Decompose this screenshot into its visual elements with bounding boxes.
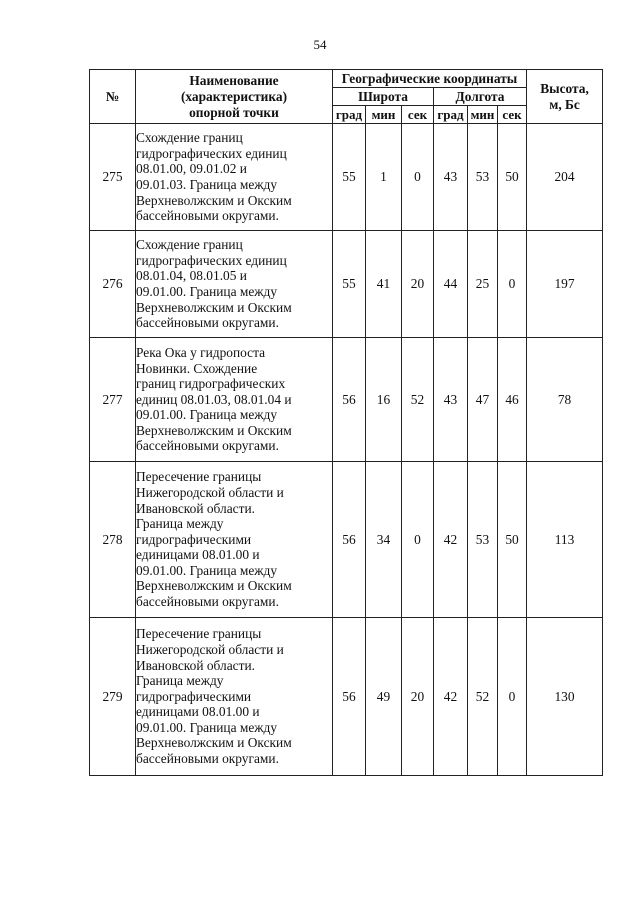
header-height-line: м, Бс [549, 96, 580, 112]
header-lat-deg: град [333, 106, 366, 124]
description-line: Верхневолжским и Окским [136, 422, 292, 438]
description-line: Пересечение границы [136, 626, 262, 642]
description-line: гидрографическими [136, 531, 252, 547]
description-line: Ивановской области. [136, 500, 255, 516]
header-name [136, 70, 333, 124]
row-number: 278 [90, 462, 136, 618]
lon-sec-cell: 46 [498, 338, 527, 462]
lat-sec-cell: 20 [402, 231, 434, 338]
description-line: 08.01.04, 08.01.05 и [136, 268, 247, 284]
description-line: Нижегородской области и [136, 484, 284, 500]
lat-min-cell: 49 [366, 618, 402, 776]
lon-deg-cell: 42 [434, 618, 468, 776]
description-line: 09.01.00. Граница между [136, 719, 278, 735]
header-height-line: Высота, [540, 80, 589, 96]
header-lon-min: мин [468, 106, 498, 124]
header-name-line: Наименование [189, 72, 279, 88]
lat-sec-cell: 0 [402, 124, 434, 231]
lon-deg-cell: 43 [434, 124, 468, 231]
description-line: бассейновыми округами. [136, 438, 279, 454]
description-line: бассейновыми округами. [136, 315, 279, 331]
description-line: бассейновыми округами. [136, 751, 279, 767]
description-line: Схождение границ [136, 237, 243, 253]
lat-deg-cell: 55 [333, 231, 366, 338]
description-line: гидрографическими [136, 688, 252, 704]
description-line: Верхневолжским и Окским [136, 299, 292, 315]
lat-min-cell: 1 [366, 124, 402, 231]
header-lat-sec: сек [402, 106, 434, 124]
row-description [136, 462, 333, 618]
lon-min-cell: 53 [468, 462, 498, 618]
lat-min-cell: 34 [366, 462, 402, 618]
description-line: гидрографических единиц [136, 252, 287, 268]
table-row [90, 618, 603, 776]
row-number: 277 [90, 338, 136, 462]
row-description [136, 124, 333, 231]
row-description [136, 231, 333, 338]
description-line: 09.01.03. Граница между [136, 177, 278, 192]
lon-min-cell: 25 [468, 231, 498, 338]
lon-sec-cell: 50 [498, 124, 527, 231]
lat-sec-cell: 52 [402, 338, 434, 462]
height-cell: 113 [527, 462, 603, 618]
description-line: единиц 08.01.03, 08.01.04 и [136, 391, 292, 407]
description-line: бассейновыми округами. [136, 594, 279, 610]
lat-deg-cell: 56 [333, 338, 366, 462]
page-number: 54 [313, 37, 327, 52]
description-line: единицами 08.01.00 и [136, 704, 260, 720]
description-line: 09.01.00. Граница между [136, 562, 278, 578]
height-cell: 130 [527, 618, 603, 776]
description-line: Река Ока у гидропоста [136, 344, 266, 360]
height-cell: 197 [527, 231, 603, 338]
header-longitude: Долгота [434, 88, 527, 106]
description-line: гидрографических единиц [136, 145, 287, 161]
lat-sec-cell: 0 [402, 462, 434, 618]
description-line: 09.01.00. Граница между [136, 284, 278, 299]
table-header [90, 70, 603, 124]
header-lon-sec: сек [498, 106, 527, 124]
coordinates-table [89, 69, 603, 776]
row-description [136, 338, 333, 462]
lon-sec-cell: 0 [498, 618, 527, 776]
lon-min-cell: 53 [468, 124, 498, 231]
header-lat-min: мин [366, 106, 402, 124]
header-height [527, 70, 603, 124]
header-geo-coordinates: Географические координаты [333, 70, 527, 88]
header-latitude: Широта [333, 88, 434, 106]
description-line: Новинки. Схождение [136, 360, 258, 376]
header-name-line: (характеристика) [180, 88, 288, 104]
lat-min-cell: 41 [366, 231, 402, 338]
lon-deg-cell: 42 [434, 462, 468, 618]
height-cell: 78 [527, 338, 603, 462]
lon-deg-cell: 44 [434, 231, 468, 338]
description-line: Граница между [136, 673, 224, 689]
table-row [90, 462, 603, 618]
table-row [90, 338, 603, 462]
lon-sec-cell: 50 [498, 462, 527, 618]
description-line: 09.01.00. Граница между [136, 407, 278, 423]
lon-sec-cell: 0 [498, 231, 527, 338]
table-row [90, 124, 603, 231]
description-line: Пересечение границы [136, 469, 262, 485]
lat-sec-cell: 20 [402, 618, 434, 776]
header-name-line: опорной точки [189, 104, 279, 120]
description-line: Схождение границ [136, 130, 243, 146]
lon-min-cell: 47 [468, 338, 498, 462]
description-line: Верхневолжским и Окским [136, 735, 292, 751]
description-line: бассейновыми округами. [136, 208, 279, 224]
description-line: Ивановской области. [136, 657, 255, 673]
description-line: Верхневолжским и Окским [136, 192, 292, 208]
row-number: 276 [90, 231, 136, 338]
header-lon-deg: град [434, 106, 468, 124]
table-row [90, 231, 603, 338]
row-number: 279 [90, 618, 136, 776]
lat-min-cell: 16 [366, 338, 402, 462]
description-line: единицами 08.01.00 и [136, 547, 260, 563]
lat-deg-cell: 55 [333, 124, 366, 231]
description-line: Верхневолжским и Окским [136, 578, 292, 594]
lon-min-cell: 52 [468, 618, 498, 776]
height-cell: 204 [527, 124, 603, 231]
row-number: 275 [90, 124, 136, 231]
description-line: Граница между [136, 516, 224, 532]
description-line: Нижегородской области и [136, 641, 284, 657]
description-line: границ гидрографических [136, 376, 286, 392]
row-description [136, 618, 333, 776]
lat-deg-cell: 56 [333, 462, 366, 618]
description-line: 08.01.00, 09.01.02 и [136, 161, 247, 177]
header-number: № [90, 70, 136, 124]
lon-deg-cell: 43 [434, 338, 468, 462]
lat-deg-cell: 56 [333, 618, 366, 776]
